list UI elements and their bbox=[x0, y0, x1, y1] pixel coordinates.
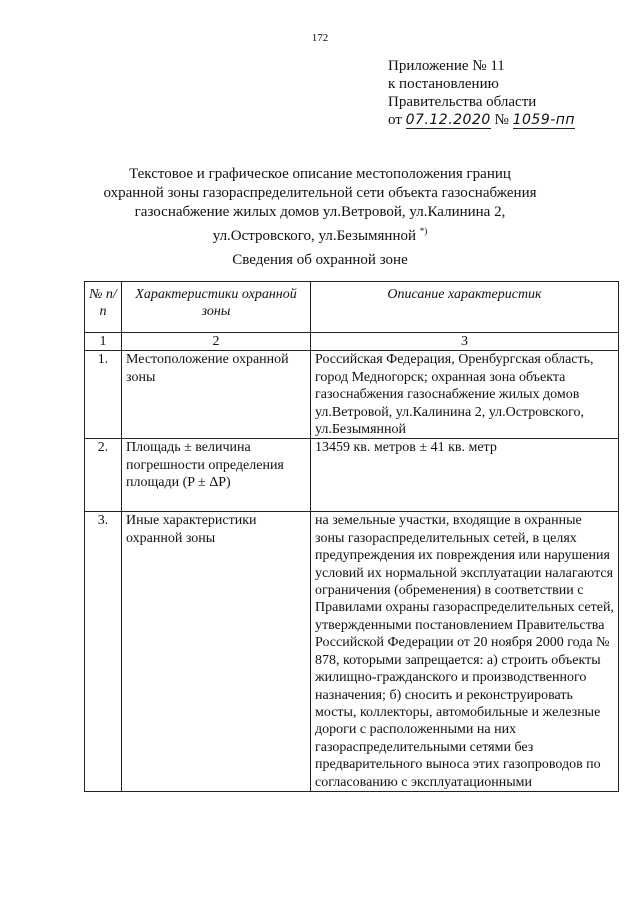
appendix-line-2: к постановлению bbox=[388, 76, 499, 92]
column-number-row bbox=[85, 333, 619, 351]
appendix-line-1: Приложение № 11 bbox=[388, 58, 505, 74]
row-characteristic: Местоположение охранной зоны bbox=[122, 351, 311, 439]
row-description: 13459 кв. метров ± 41 кв. метр bbox=[311, 439, 619, 512]
header-number: № п/п bbox=[85, 282, 122, 333]
title-line-2: охранной зоны газораспределительной сети объекта газоснабжения bbox=[103, 185, 537, 201]
footnote-mark: *) bbox=[419, 226, 428, 236]
row-number: 2. bbox=[85, 439, 122, 512]
table-row bbox=[85, 351, 619, 439]
table-row bbox=[85, 439, 619, 512]
row-characteristic: Иные характеристики охранной зоны bbox=[122, 512, 311, 792]
page-number: 172 bbox=[311, 32, 329, 44]
title-line-4-text: ул.Островского, ул.Безымянной bbox=[212, 228, 417, 244]
header-characteristic: Характеристики охранной зоны bbox=[122, 282, 311, 333]
title-line-1: Текстовое и графическое описание местоположения границ bbox=[129, 166, 511, 182]
row-number: 3. bbox=[85, 512, 122, 792]
number-sign: № bbox=[494, 112, 509, 128]
appendix-block bbox=[388, 57, 575, 129]
title-line-4 bbox=[60, 222, 580, 246]
appendix-line-3: Правительства области bbox=[388, 94, 537, 110]
table-row bbox=[85, 512, 619, 792]
col-number-1: 1 bbox=[85, 333, 122, 351]
handwritten-number: 1059-пп bbox=[512, 112, 576, 128]
row-description: на земельные участки, входящие в охранные зоны газораспределительных сетей, в целях предупреждения их повреждения или нарушения условий их нормальной эксплуатации налагаются ограничения (обременения) в соответствии с Правилами охраны газораспределительных сетей, утвержденными постановлением Правительства Российской Федерации от 20 ноября 2000 года № 878, которыми запрещается: а) строить объекты жилищно-гражданского и производственного назначения; б) сносить и реконструировать мосты, коллекторы, автомобильные и железные дороги с расположенными на них газораспределительными сетями без предварительного выноса этих газопроводов по согласованию с эксплуатационными bbox=[311, 512, 619, 792]
zone-info-table bbox=[84, 281, 619, 792]
col-number-2: 2 bbox=[122, 333, 311, 351]
appendix-date-line bbox=[388, 111, 575, 129]
row-number: 1. bbox=[85, 351, 122, 439]
section-subtitle: Сведения об охранной зоне bbox=[232, 252, 408, 268]
header-description: Описание характеристик bbox=[311, 282, 619, 333]
date-prefix: от bbox=[388, 112, 402, 128]
row-characteristic: Площадь ± величина погрешности определения площади (P ± ΔP) bbox=[122, 439, 311, 512]
title-line-3: газоснабжение жилых домов ул.Ветровой, ул.Калинина 2, bbox=[134, 204, 506, 220]
col-number-3: 3 bbox=[311, 333, 619, 351]
document-title bbox=[60, 165, 580, 246]
row-description: Российская Федерация, Оренбургская область, город Медногорск; охранная зона объекта газоснабжения газоснабжение жилых домов ул.Ветровой, ул.Калинина 2, ул.Островского, ул.Безымянной bbox=[311, 351, 619, 439]
table-header-row bbox=[85, 282, 619, 333]
handwritten-date: 07.12.2020 bbox=[405, 112, 491, 128]
